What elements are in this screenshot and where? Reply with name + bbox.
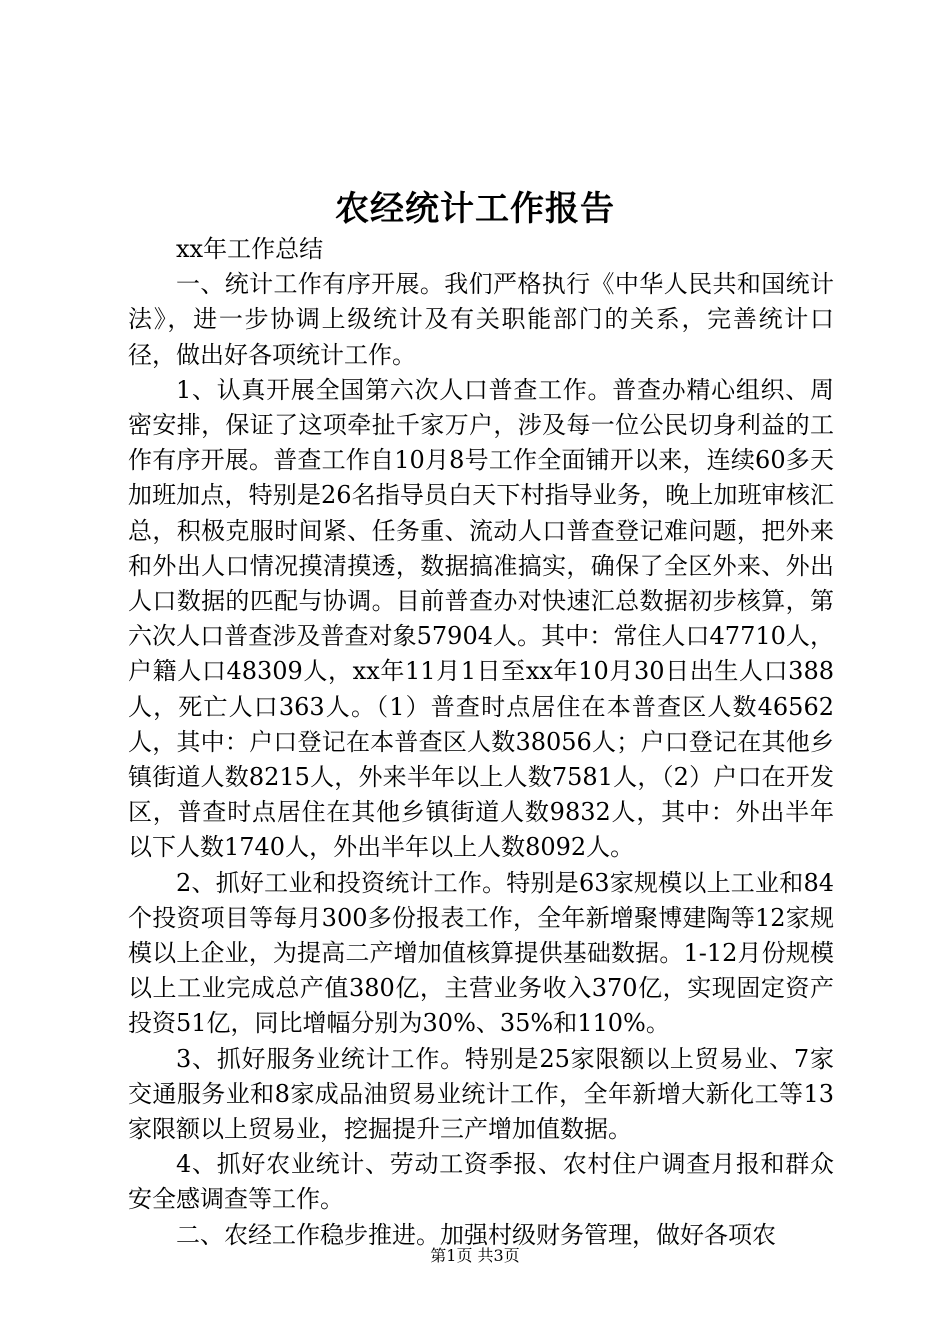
paragraph-item-3: 3、抓好服务业统计工作。特别是25家限额以上贸易业、7家交通服务业和8家成品油贸易业统计工作，全年新增大新化工等13家限额以上贸易业，挖掘提升三产增加值数据。 (128, 1044, 834, 1144)
paragraph-subtitle: xx年工作总结 (176, 235, 324, 263)
document-title: 农经统计工作报告 (335, 189, 615, 229)
paragraph-section-2: 二、农经工作稳步推进。加强村级财务管理，做好各项农 (176, 1220, 776, 1249)
page-footer: 第1页 共3页 (430, 1246, 520, 1265)
paragraph-item-4: 4、抓好农业统计、劳动工资季报、农村住户调查月报和群众安全感调查等工作。 (128, 1150, 834, 1214)
document-body (128, 232, 834, 1253)
paragraph-item-1: 1、认真开展全国第六次人口普查工作。普查办精心组织、周密安排，保证了这项牵扯千家万户，涉及每一位公民切身利益的工作有序开展。普查工作自10月8号工作全面铺开以来，连续60多天加班加点，特别是26名指导员白天下村指导业务，晚上加班审核汇总，积极克服时间紧、任务重、流动人口普查登记难问题，把外来和外出人口情况摸清摸透，数据搞准搞实，确保了全区外来、外出人口数据的匹配与协调。目前普查办对快速汇总数据初步核算，第六次人口普查涉及普查对象57904人。其中：常住人口47710人，户籍人口48309人，xx年11月1日至xx年10月30日出生人口388人，死亡人口363人。（1）普查时点居住在本普查区人数46562人，其中：户口登记在本普查区人数38056人；户口登记在其他乡镇街道人数8215人，外来半年以上人数7581人，（2）户口在开发区，普查时点居住在其他乡镇街道人数9832人，其中：外出半年以下人数1740人，外出半年以上人数8092人。 (128, 375, 834, 862)
paragraph-section-1: 一、统计工作有序开展。我们严格执行《中华人民共和国统计法》，进一步协调上级统计及有关职能部门的关系，完善统计口径，做出好各项统计工作。 (128, 270, 834, 369)
paragraph-item-2: 2、抓好工业和投资统计工作。特别是63家规模以上工业和84个投资项目等每月300多份报表工作，全年新增聚博建陶等12家规模以上企业，为提高二产增加值核算提供基础数据。1-12月份规模以上工业完成总产值380亿，主营业务收入370亿，实现固定资产投资51亿，同比增幅分别为30%、35%和110%。 (128, 868, 834, 1038)
